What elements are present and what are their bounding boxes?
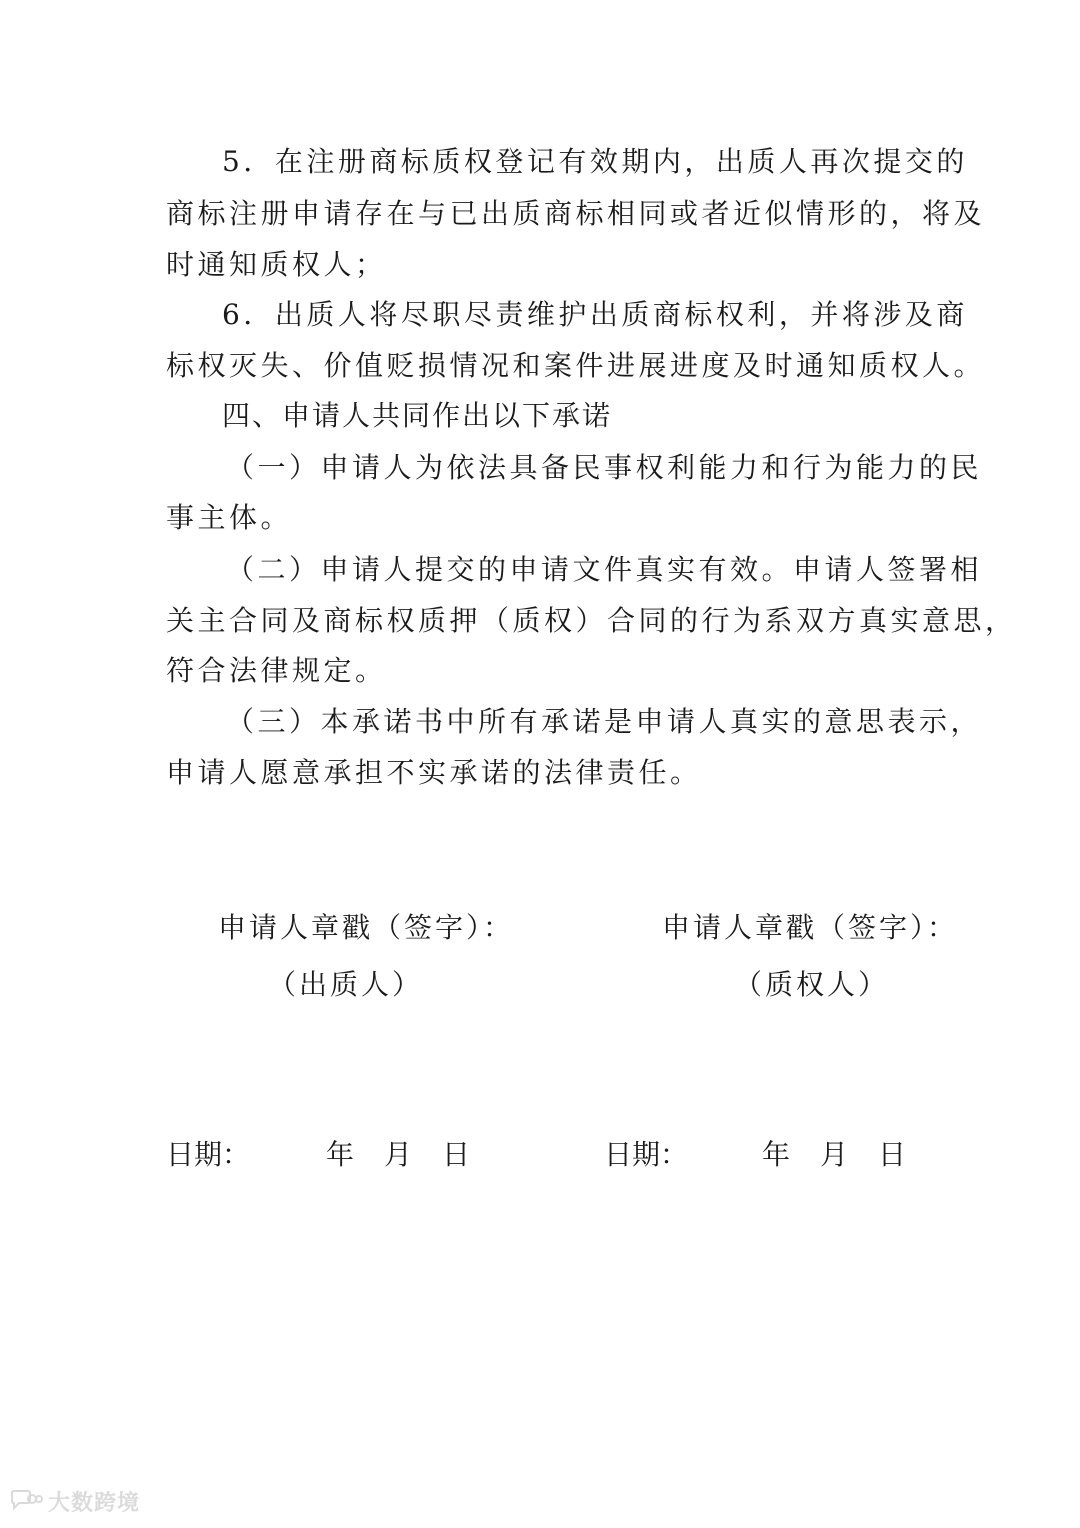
right-date-label: 日期： <box>604 1138 689 1171</box>
right-date-day: 日 <box>878 1138 907 1171</box>
right-signature-label: 申请人章戳（签字）： <box>662 911 959 944</box>
commitment-3-line-2: 申请人愿意承担不实承诺的法律责任。 <box>166 756 702 789</box>
right-date-year: 年 <box>762 1138 791 1171</box>
clause-5-line-2: 商标注册申请存在与已出质商标相同或者近似情形的，将及 <box>166 197 986 230</box>
chat-bubble-logo-icon <box>8 1489 42 1513</box>
clause-5-line-1: 5．在注册商标质权登记有效期内，出质人再次提交的 <box>222 145 968 178</box>
left-signature-label: 申请人章戳（签字）： <box>218 911 515 944</box>
watermark <box>8 1486 140 1516</box>
commitment-1-line-2: 事主体。 <box>166 501 293 534</box>
commitment-2-line-1: （二）申请人提交的申请文件真实有效。申请人签署相 <box>226 553 983 586</box>
left-date-year: 年 <box>326 1138 355 1171</box>
clause-5-line-3: 时通知质权人； <box>166 248 387 281</box>
right-date-month: 月 <box>820 1138 849 1171</box>
commitment-3-line-1: （三）本承诺书中所有承诺是申请人真实的意思表示， <box>226 705 983 738</box>
section-heading: 四、申请人共同作出以下承诺 <box>222 399 613 432</box>
right-signature-role: （质权人） <box>734 968 890 1001</box>
clause-6-line-1: 6．出质人将尽职尽责维护出质商标权利，并将涉及商 <box>222 298 968 331</box>
left-date-day: 日 <box>442 1138 471 1171</box>
commitment-2-line-2: 关主合同及商标权质押（质权）合同的行为系双方真实意思， <box>166 604 1017 637</box>
left-signature-role: （出质人） <box>268 968 424 1001</box>
left-date-label: 日期： <box>166 1138 251 1171</box>
commitment-1-line-1: （一）申请人为依法具备民事权利能力和行为能力的民 <box>226 451 983 484</box>
watermark-text: 大数跨境 <box>48 1490 141 1516</box>
commitment-2-line-3: 符合法律规定。 <box>166 654 387 687</box>
left-date-month: 月 <box>384 1138 413 1171</box>
clause-6-line-2: 标权灭失、价值贬损情况和案件进展进度及时通知质权人。 <box>166 349 986 382</box>
